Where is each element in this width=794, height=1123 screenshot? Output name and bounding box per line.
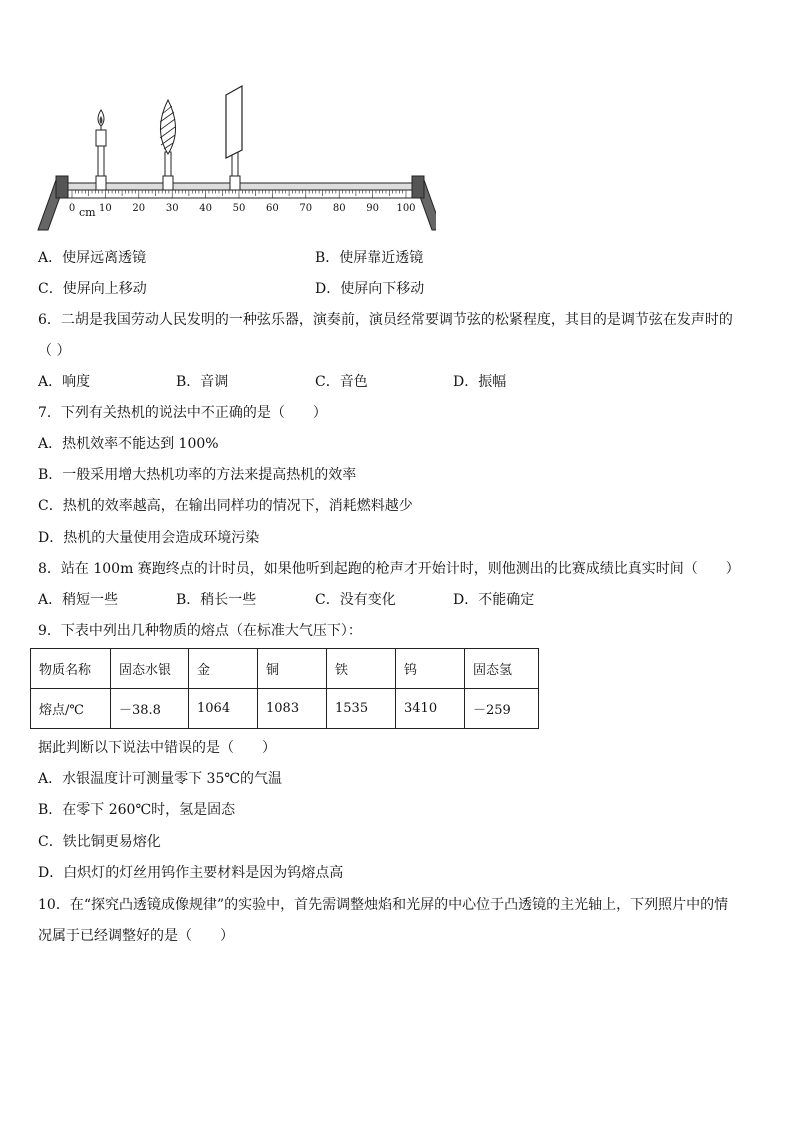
q7-stem: 7．下列有关热机的说法中不正确的是（ ）	[38, 405, 327, 421]
q8-option-c: C．没有变化	[315, 592, 396, 608]
table-row	[31, 689, 539, 729]
ruler-tick-label: 50	[232, 203, 246, 214]
ruler-tick-label: 40	[199, 203, 212, 214]
q9-option-b: B．在零下 260℃时，氢是固态	[38, 802, 236, 818]
q9-option-c: C．铁比铜更易熔化	[38, 834, 161, 850]
ruler-strip	[68, 190, 412, 198]
table-cell: 3410	[396, 689, 465, 729]
table-cell: 1535	[327, 689, 396, 729]
ruler-tick-label: 0	[68, 203, 76, 214]
q9-option-d: D．白炽灯的灯丝用钨作主要材料是因为钨熔点高	[38, 865, 344, 881]
ruler-tick-label: 60	[266, 203, 279, 214]
q5-option-a: A．使屏远离透镜	[38, 250, 147, 266]
table-cell: 固态水银	[111, 649, 189, 689]
q6-stem-bracket: （ ）	[38, 343, 71, 359]
ruler-tick-label: 90	[366, 203, 379, 214]
right-support	[412, 176, 436, 230]
table-cell: 钨	[396, 649, 465, 689]
q10-stem-cont: 况属于已经调整好的是（ ）	[38, 928, 234, 944]
table-cell: －38.8	[111, 689, 189, 729]
q9-stem: 9．下表中列出几种物质的熔点（在标准大气压下）：	[38, 623, 362, 639]
convex-lens	[160, 100, 176, 190]
q7-option-d: D．热机的大量使用会造成环境污染	[38, 530, 260, 546]
q9-question: 据此判断以下说法中错误的是（ ）	[38, 740, 276, 756]
ruler-unit: cm	[79, 206, 96, 219]
q10-stem: 10．在“探究凸透镜成像规律”的实验中，首先需调整烛焰和光屏的中心位于凸透镜的主光轴上，下列照片中的情	[38, 897, 729, 913]
ruler-tick-label: 10	[99, 203, 112, 214]
table-cell: 1064	[189, 689, 258, 729]
light-screen	[226, 86, 242, 190]
table-cell: 物质名称	[31, 649, 111, 689]
q7-option-c: C．热机的效率越高，在输出同样功的情况下，消耗燃料越少	[38, 498, 413, 514]
ruler-tick-label: 100	[396, 203, 416, 214]
q6-option-d: D．振幅	[453, 374, 507, 390]
q6-option-a: A．响度	[38, 374, 91, 390]
table-cell: 1083	[258, 689, 327, 729]
q8-option-b: B．稍长一些	[176, 592, 257, 608]
table-cell: 铜	[258, 649, 327, 689]
left-support	[38, 176, 68, 230]
q6-option-b: B．音调	[176, 374, 229, 390]
table-header-row	[31, 649, 539, 689]
q5-option-c: C．使屏向上移动	[38, 281, 147, 297]
q6-stem: 6．二胡是我国劳动人民发明的一种弦乐器，演奏前，演员经常要调节弦的松紧程度，其目的是调节弦在发声时的	[38, 312, 733, 328]
q8-option-d: D．不能确定	[453, 592, 535, 608]
q5-option-d: D．使屏向下移动	[315, 281, 425, 297]
q7-option-a: A．热机效率不能达到 100%	[38, 436, 219, 452]
ruler-tick-label: 70	[299, 203, 313, 214]
ruler-tick-label: 30	[165, 203, 179, 214]
q6-option-c: C．音色	[315, 374, 368, 390]
q7-option-b: B．一般采用增大热机功率的方法来提高热机的效率	[38, 467, 357, 483]
ruler-tick-label: 80	[332, 203, 346, 214]
candle	[96, 110, 106, 190]
ruler-tick-label: 20	[132, 203, 146, 214]
ruler-labels	[69, 203, 416, 214]
q8-option-a: A．稍短一些	[38, 592, 119, 608]
table-cell: 金	[189, 649, 258, 689]
q5-option-b: B．使屏靠近透镜	[315, 250, 424, 266]
table-cell: －259	[465, 689, 539, 729]
melting-point-table	[30, 648, 539, 729]
table-cell: 固态氢	[465, 649, 539, 689]
q8-stem: 8．站在 100m 赛跑终点的计时员，如果他听到起跑的枪声才开始计时，则他测出的比赛成绩比真实时间（ ）	[38, 561, 740, 577]
q9-option-a: A．水银温度计可测量零下 35℃的气温	[38, 771, 283, 787]
table-cell: 熔点/℃	[31, 689, 111, 729]
table-cell: 铁	[327, 649, 396, 689]
optical-bench-figure	[36, 80, 436, 240]
